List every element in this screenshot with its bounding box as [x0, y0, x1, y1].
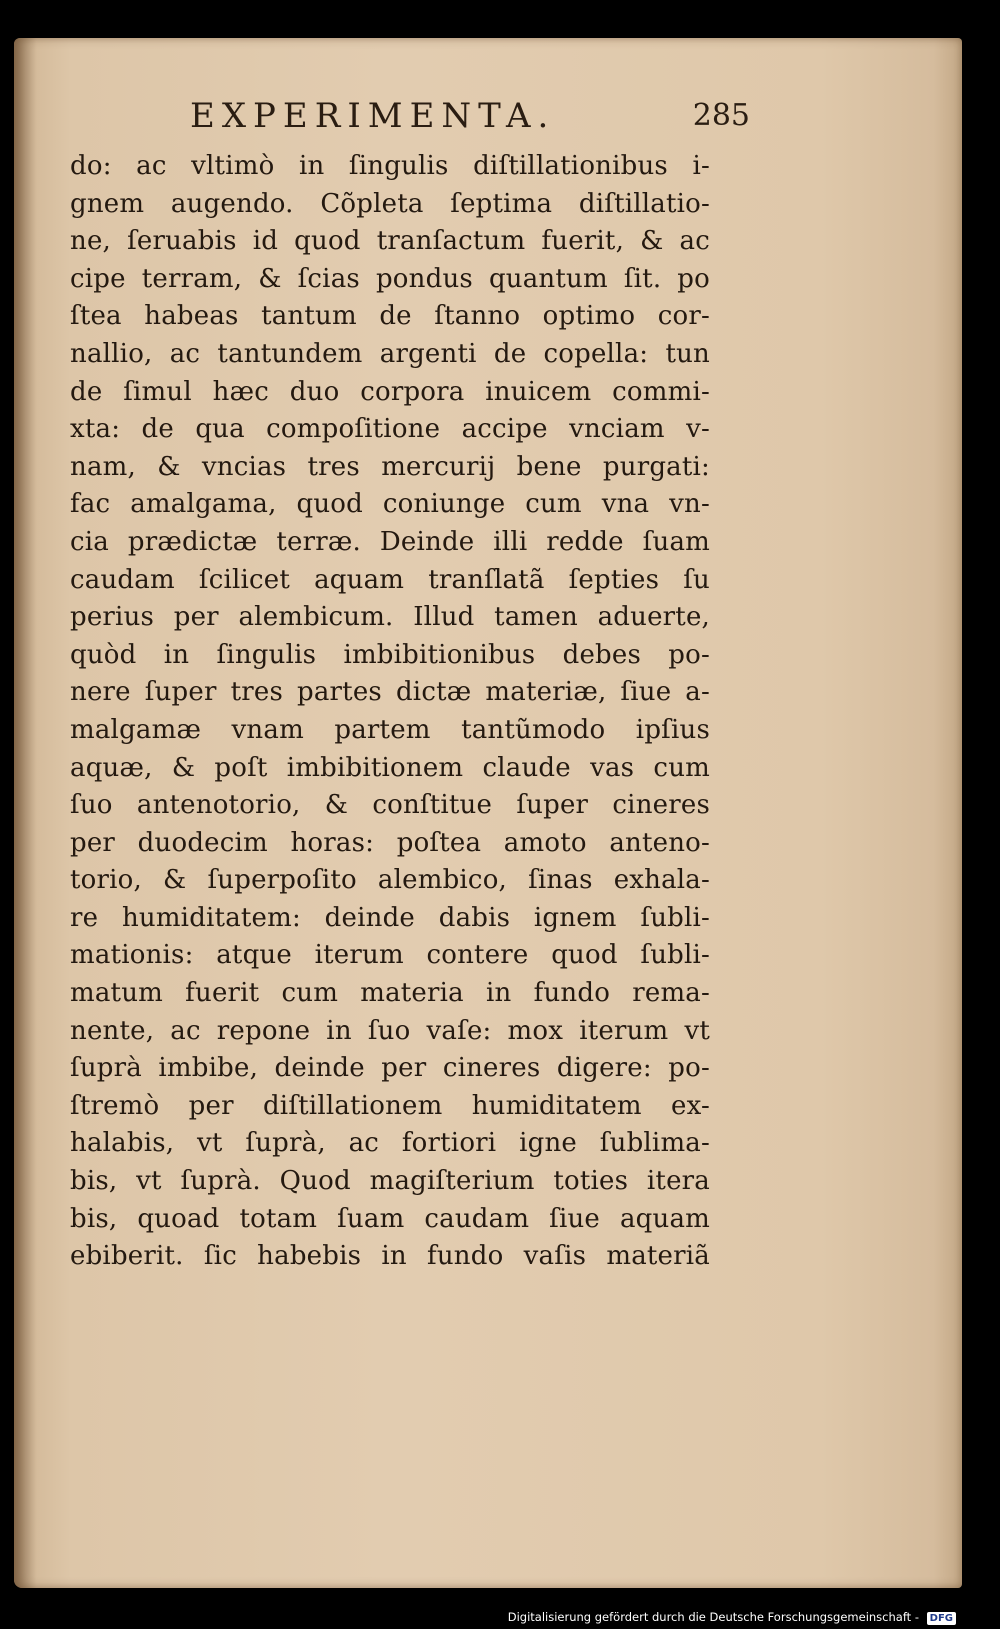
body-text — [70, 148, 710, 1276]
text-line: re humiditatem: deinde dabis ignem ſubli- — [70, 902, 710, 933]
text-line: ſtea habeas tantum de ſtanno optimo cor- — [70, 301, 710, 332]
running-title: EXPERIMENTA. — [190, 96, 556, 136]
text-line: quòd in ſingulis imbibitionibus debes po- — [70, 639, 710, 670]
text-line: ne, ſeruabis id quod tranſactum fuerit, & ac — [70, 226, 710, 257]
digitization-note: Digitalisierung gefördert durch die Deutsche Forschungsgemeinschaft - — [507, 1610, 919, 1624]
gutter-shadow — [14, 38, 36, 1588]
text-line: cipe terram, & ſcias pondus quantum ſit. po — [70, 263, 710, 294]
page-number: 285 — [692, 98, 750, 133]
text-line: gnem augendo. Cõpleta ſeptima diſtillatio- — [70, 188, 710, 219]
text-line: matum fuerit cum materia in fundo rema- — [70, 978, 710, 1009]
text-line: aquæ, & poſt imbibitionem claude vas cum — [70, 752, 710, 783]
text-line: xta: de qua compoſitione accipe vnciam v- — [70, 414, 710, 445]
running-head — [190, 96, 750, 146]
text-line: mationis: atque iterum contere quod ſubli- — [70, 940, 710, 971]
text-line: fac amalgama, quod coniunge cum vna vn- — [70, 489, 710, 520]
text-line: de ſimul hæc duo corpora inuicem commi- — [70, 376, 710, 407]
text-line: nallio, ac tantundem argenti de copella: tun — [70, 338, 710, 369]
text-line: per duodecim horas: poſtea amoto anteno- — [70, 827, 710, 858]
text-line: ſtremò per diſtillationem humiditatem ex- — [70, 1090, 710, 1121]
text-line: ſuprà imbibe, deinde per cineres digere: po- — [70, 1053, 710, 1084]
text-line: caudam ſcilicet aquam tranſlatã ſepties ſu — [70, 564, 710, 595]
text-line: do: ac vltimò in ſingulis diſtillationibus i- — [70, 151, 710, 181]
text-line: halabis, vt ſuprà, ac fortiori igne ſublima- — [70, 1128, 710, 1159]
text-line: nere ſuper tres partes dictæ materiæ, ſiue a- — [70, 677, 710, 708]
text-line: cia prædictæ terræ. Deinde illi redde ſuam — [70, 526, 710, 557]
dfg-logo: DFG — [927, 1612, 956, 1625]
text-line: ebiberit. ſic habebis in fundo vaſis materiã — [70, 1241, 710, 1272]
text-line: malgamæ vnam partem tantũmodo ipſius — [70, 714, 710, 745]
text-line: perius per alembicum. Illud tamen aduerte, — [70, 602, 710, 633]
text-line: nam, & vncias tres mercurij bene purgati: — [70, 451, 710, 482]
text-line: nente, ac repone in ſuo vaſe: mox iterum vt — [70, 1015, 710, 1046]
book-page — [14, 38, 962, 1588]
text-line: bis, quoad totam ſuam caudam ſiue aquam — [70, 1203, 710, 1234]
digitization-credit — [508, 1610, 956, 1625]
text-line: bis, vt ſuprà. Quod magiſterium toties itera — [70, 1166, 710, 1197]
text-line: torio, & ſuperpoſito alembico, ſinas exhala- — [70, 865, 710, 896]
text-line: ſuo antenotorio, & conſtitue ſuper cineres — [70, 790, 710, 821]
